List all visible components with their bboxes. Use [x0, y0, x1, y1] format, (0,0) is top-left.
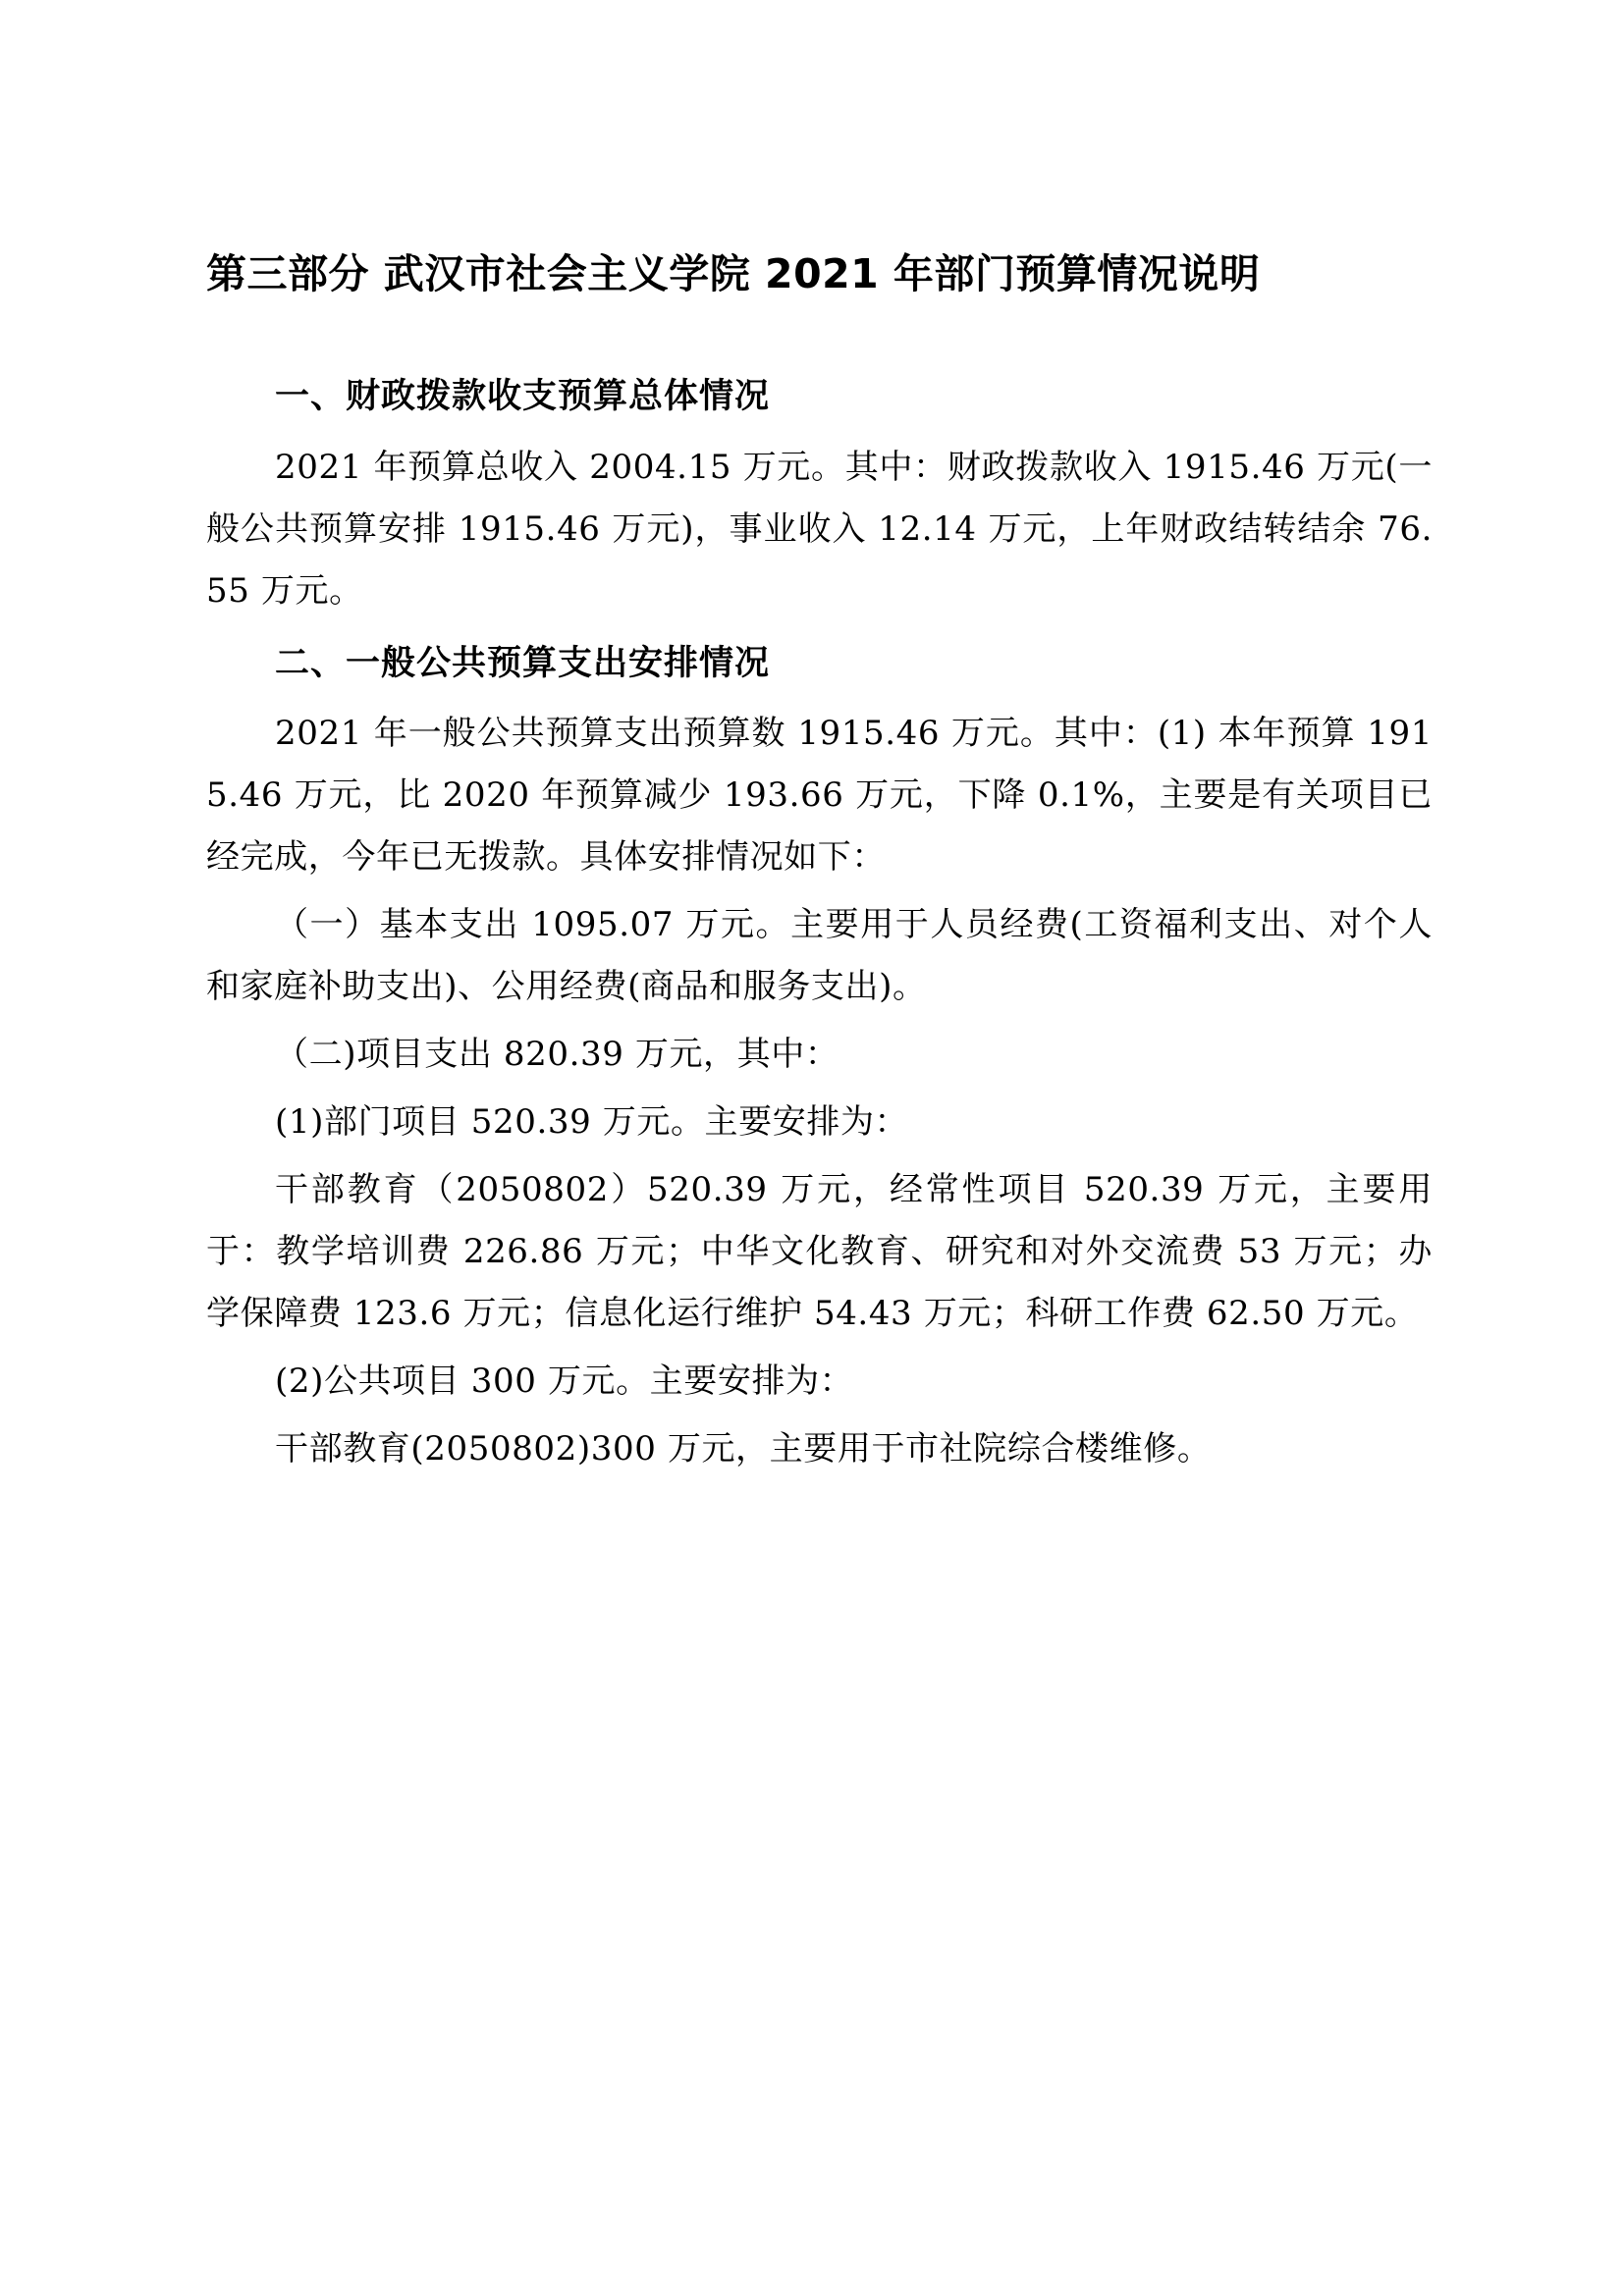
paragraph-2-1: 2021 年一般公共预算支出预算数 1915.46 万元。其中：(1) 本年预算 1915.46 万元，比 2020 年预算减少 193.66 万元，下降 0.1%，主要是有关项目已经完成，今年已无拨款。具体安排情况如下： [206, 714, 1433, 878]
paragraph-2-3: （二)项目支出 820.39 万元，其中： [275, 1035, 839, 1075]
paragraph-2-4: (1)部门项目 520.39 万元。主要安排为： [275, 1102, 909, 1143]
section-heading-1: 一、财政拨款收支预算总体情况 [275, 377, 771, 417]
paragraph-2-5: 干部教育（2050802）520.39 万元，经常性项目 520.39 万元，主要用于：教学培训费 226.86 万元；中华文化教育、研究和对外交流费 53 万元；办学保障费 123.6 万元；信息化运行维护 54.43 万元；科研工作费 62.50 万元。 [206, 1170, 1433, 1334]
paragraph-2-6: (2)公共项目 300 万元。主要安排为： [275, 1362, 854, 1402]
paragraph-1-1: 2021 年预算总收入 2004.15 万元。其中：财政拨款收入 1915.46 万元(一般公共预算安排 1915.46 万元)，事业收入 12.14 万元，上年财政结转结余 76.55 万元。 [206, 447, 1433, 611]
paragraph-2-7: 干部教育(2050802)300 万元，主要用于市社院综合楼维修。 [275, 1429, 1212, 1469]
section-heading-2: 二、一般公共预算支出安排情况 [275, 643, 771, 683]
page-title: 第三部分 武汉市社会主义学院 2021 年部门预算情况说明 [206, 250, 1261, 297]
paragraph-2-2: （一）基本支出 1095.07 万元。主要用于人员经费(工资福利支出、对个人和家庭补助支出)、公用经费(商品和服务支出)。 [206, 905, 1433, 1007]
